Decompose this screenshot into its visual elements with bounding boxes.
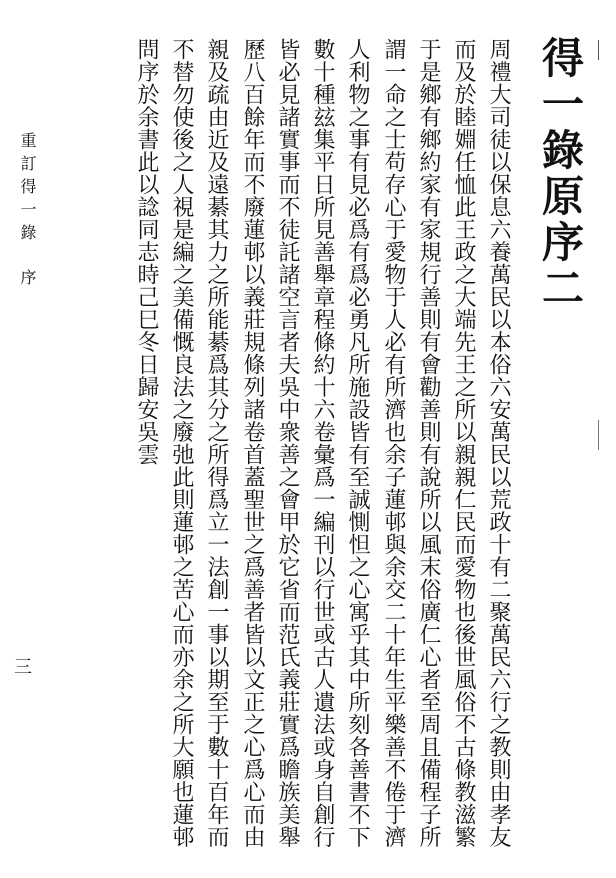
text-column-6: 數十種玆集平日所見善舉章程條約十六卷彙爲一編刊以行世或古人遺法或身自創行 [310, 38, 335, 848]
text-column-8: 歷八百餘年而不廢蓮邨以義莊規條列諸卷首蓋聖世之爲善者皆以文正之心爲心而由 [240, 38, 265, 848]
text-column-5: 人利物之事有見必爲有爲必勇凡所施設皆有至誠惻怛之心寓乎其中所刻各善書不下 [345, 38, 370, 848]
margin-header [18, 132, 36, 292]
margin-book-label: 重訂得一錄 [18, 132, 37, 247]
text-column-3: 于是鄉有鄉約家有家規行善則有會勸善則有說所以風末俗廣仁心者至周且備程子所 [416, 38, 441, 848]
text-column-7: 皆必見諸實事而不徒託諸空言者夫吳中衆善之會甲於它省而范氏義莊實爲瞻族美舉 [275, 38, 300, 848]
text-column-2: 而及於睦婣任恤此王政之大端先王之所以親親仁民而愛物也後世風俗不古條教滋繁 [451, 38, 476, 848]
text-column-11: 問序於余書此以諗同志時己巳冬日歸安吳雲 [134, 38, 159, 466]
text-column-9: 親及疏由近及遠綦其力之所能綦爲其分之所得爲立一法創一事以期至于數十百年而 [204, 38, 229, 848]
margin-section-label: 序 [18, 269, 37, 292]
text-column-4: 謂一命之士苟存心于愛物于人必有所濟也余子蓮邨與余交二十年生平樂善不倦于濟 [381, 38, 406, 848]
margin-rule-mark [598, 420, 599, 450]
page-number: 三 [14, 657, 32, 678]
text-column-1: 周禮大司徒以保息六養萬民以本俗六安萬民以荒政十有二聚萬民六行之教則由孝友 [486, 38, 511, 848]
text-column-10: 不替勿使後之人視是編之美備慨良法之廢弛此則蓮邨之苦心而亦余之所大願也蓮邨 [169, 38, 194, 848]
preface-title: 得一錄原序二 [536, 36, 585, 312]
margin-rule-mark [598, 40, 599, 60]
